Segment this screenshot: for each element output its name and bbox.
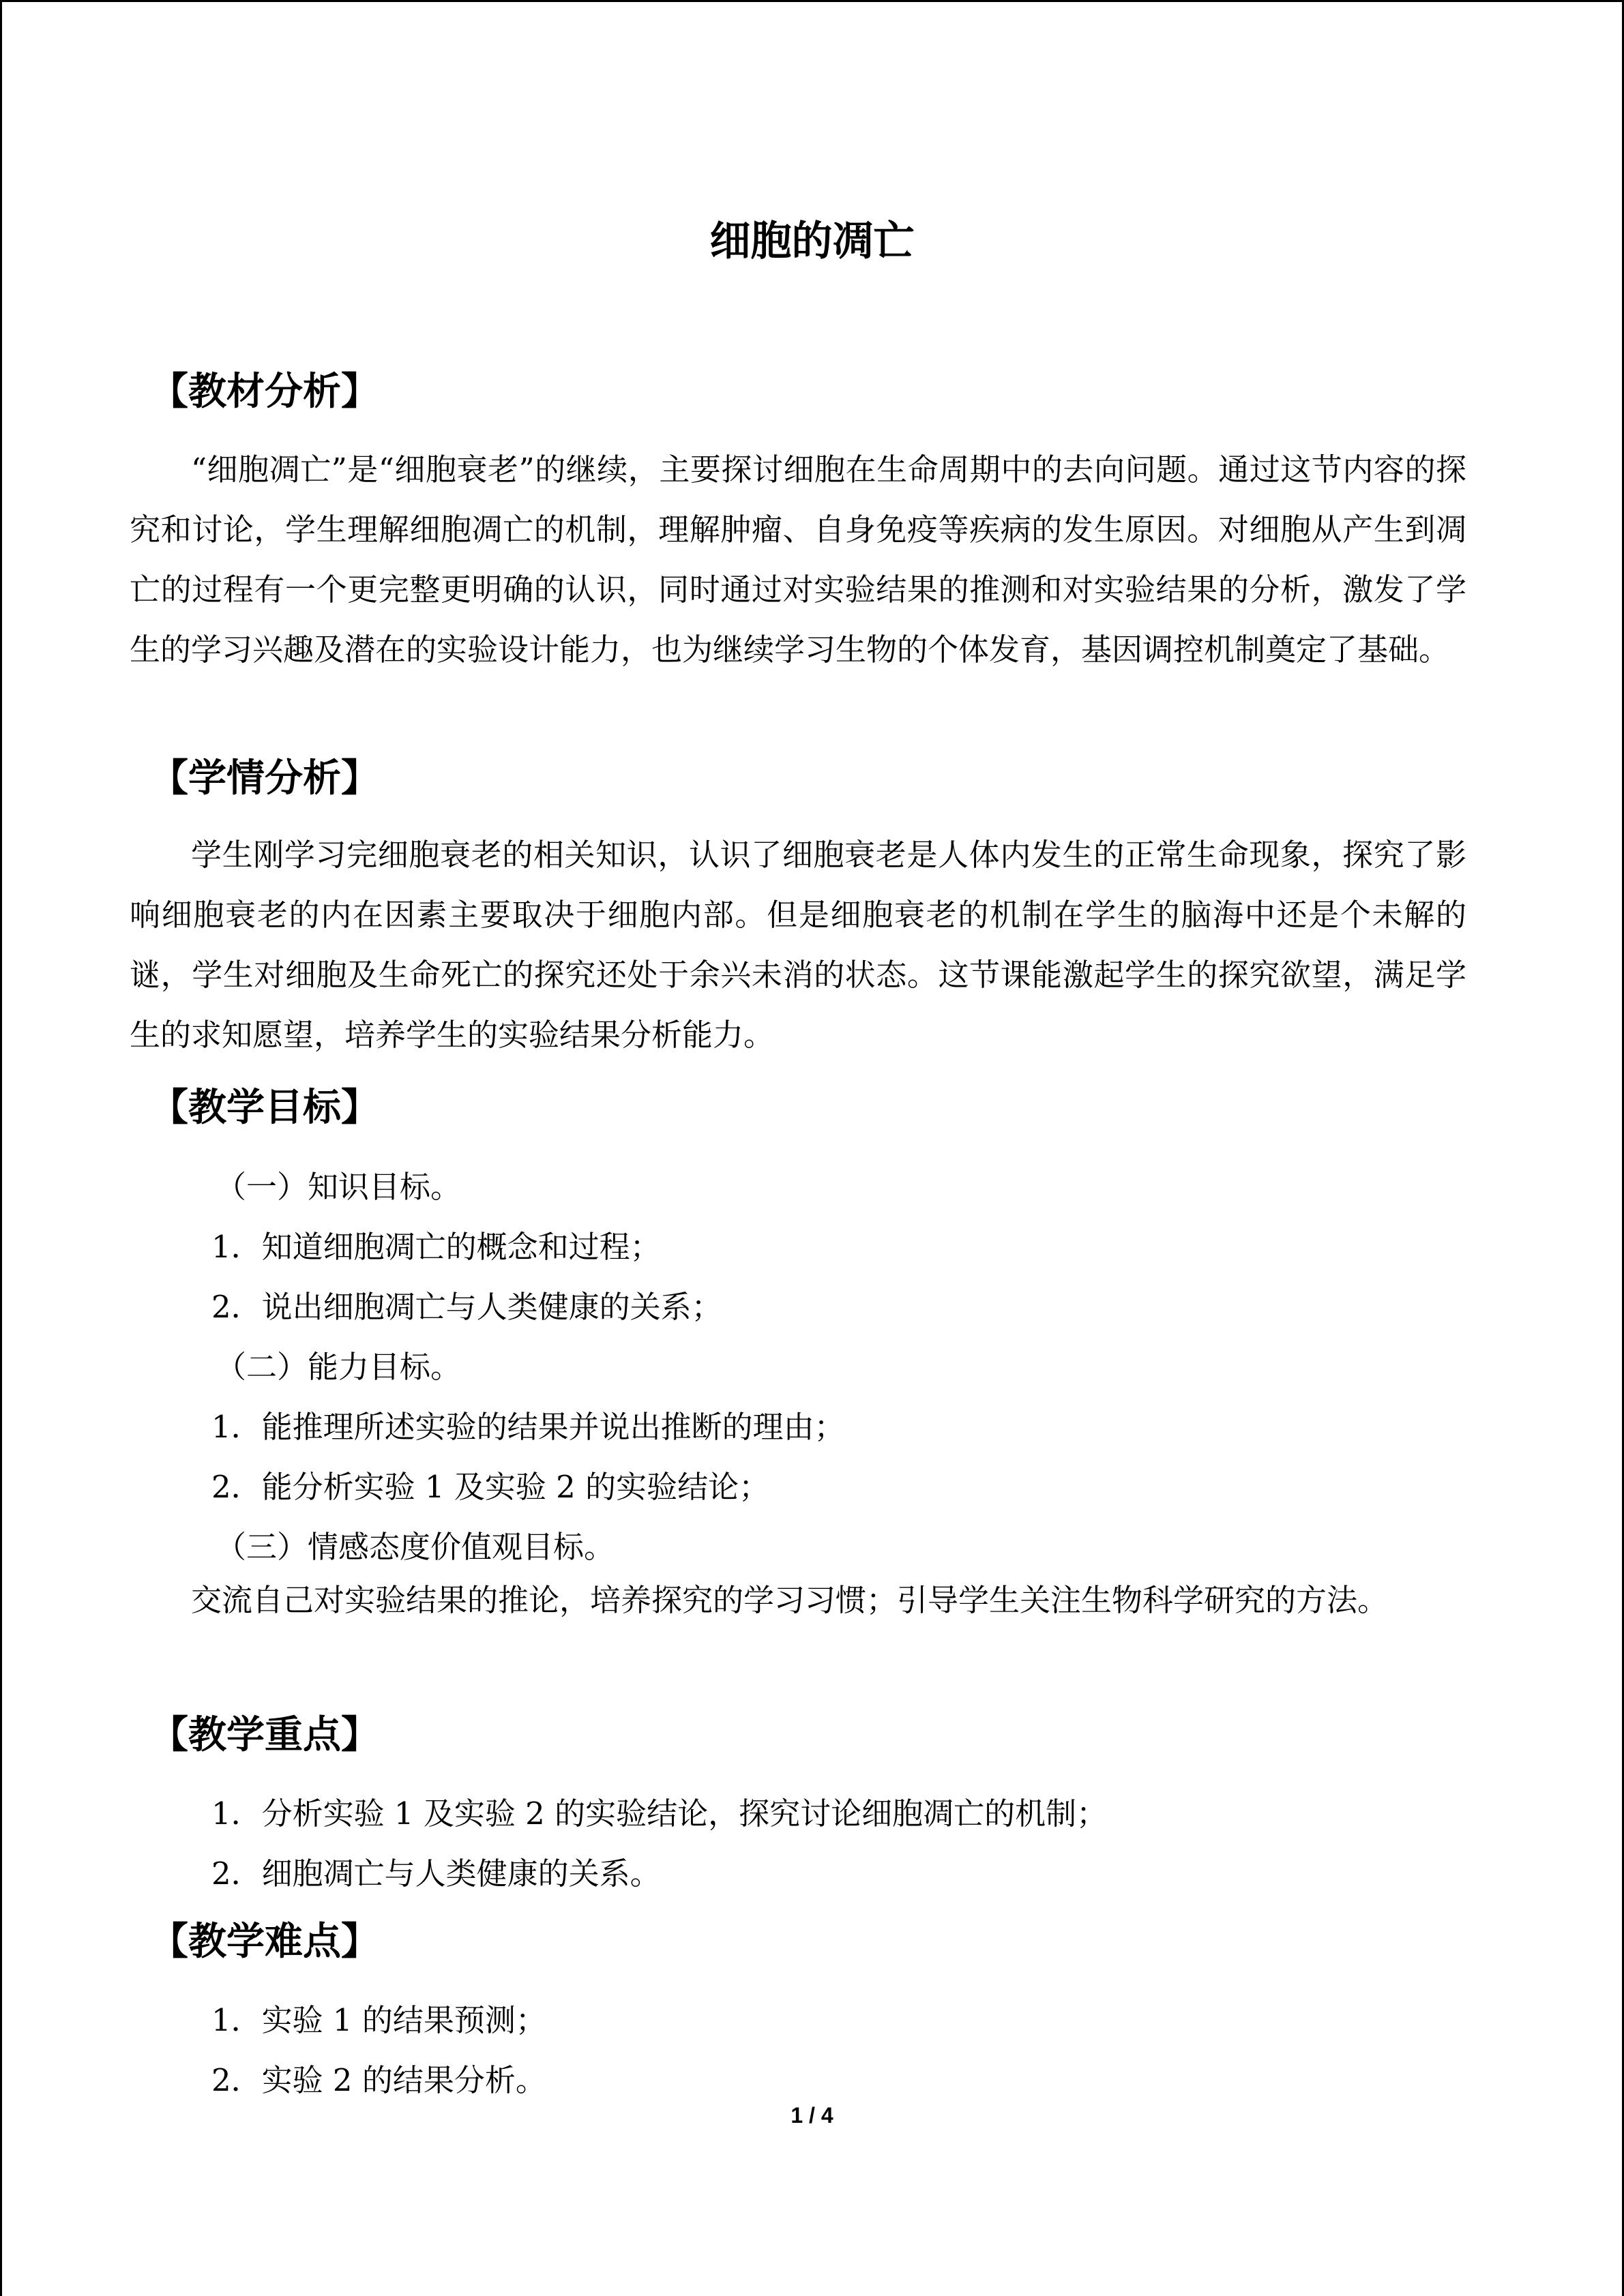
ability-goal-item: 2．能分析实验 1 及实验 2 的实验结论；	[211, 1469, 770, 1505]
page-number: 1 / 4	[791, 2103, 833, 2128]
emotion-goal-paragraph: 交流自己对实验结果的推论，培养探究的学习习惯；引导学生关注生物科学研究的方法。	[191, 1582, 1389, 1618]
heading-key-points: 【教学重点】	[150, 1713, 379, 1757]
page-border-left	[0, 0, 2, 2296]
page-border-top	[0, 0, 1624, 2]
textbook-analysis-paragraph: “细胞凋亡”是“细胞衰老”的继续，主要探讨细胞在生命周期中的去向问题。通过这节内容的探究和讨论，学生理解细胞凋亡的机制，理解肿瘤、自身免疫等疾病的发生原因。对细胞从产生到凋亡的过程有一个更完整更明确的认识，同时通过对实验结果的推测和对实验结果的分析，激发了学生的学习兴趣及潜在的实验设计能力，也为继续学习生物的个体发育，基因调控机制奠定了基础。	[130, 451, 1466, 668]
emotion-goals-title: （三）情感态度价值观目标。	[216, 1529, 615, 1565]
difficulty-item: 2．实验 2 的结果分析。	[211, 2062, 546, 2098]
ability-goal-item: 1．能推理所述实验的结果并说出推断的理由；	[211, 1409, 845, 1445]
knowledge-goal-item: 1．知道细胞凋亡的概念和过程；	[211, 1229, 661, 1265]
heading-textbook-analysis: 【教材分析】	[150, 370, 379, 414]
document-title: 细胞的凋亡	[709, 218, 915, 265]
ability-goals-title: （二）能力目标。	[216, 1349, 462, 1385]
key-point-item: 2．细胞凋亡与人类健康的关系。	[211, 1855, 661, 1892]
heading-difficulties: 【教学难点】	[150, 1920, 379, 1964]
difficulty-item: 1．实验 1 的结果预测；	[211, 2002, 546, 2038]
heading-teaching-goals: 【教学目标】	[150, 1086, 379, 1130]
knowledge-goal-item: 2．说出细胞凋亡与人类健康的关系；	[211, 1289, 722, 1325]
heading-student-analysis: 【学情分析】	[150, 756, 379, 801]
knowledge-goals-title: （一）知识目标。	[216, 1169, 462, 1205]
student-analysis-paragraph: 学生刚学习完细胞衰老的相关知识，认识了细胞衰老是人体内发生的正常生命现象，探究了影响细胞衰老的内在因素主要取决于细胞内部。但是细胞衰老的机制在学生的脑海中还是个未解的谜，学生对细胞及生命死亡的探究还处于余兴未消的状态。这节课能激起学生的探究欲望，满足学生的求知愿望，培养学生的实验结果分析能力。	[130, 837, 1466, 1053]
key-point-item: 1．分析实验 1 及实验 2 的实验结论，探究讨论细胞凋亡的机制；	[211, 1795, 1108, 1832]
